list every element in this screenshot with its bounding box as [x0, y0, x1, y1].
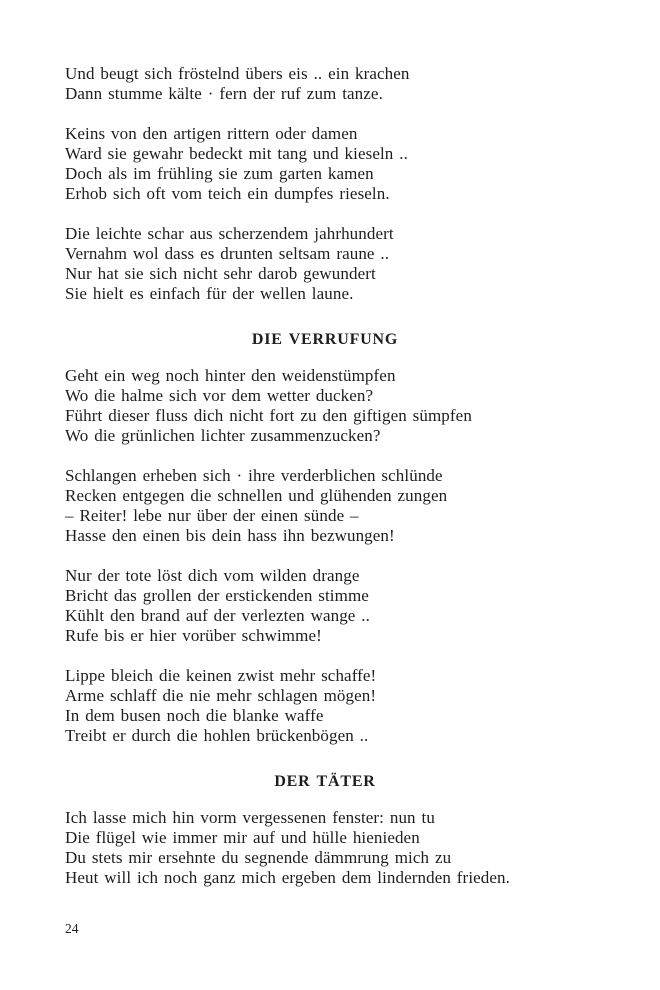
poem-stanza — [65, 466, 585, 546]
poem-line: Recken entgegen die schnellen und glühenden zungen — [65, 486, 448, 505]
poem-line: Doch als im frühling sie zum garten kamen — [65, 164, 374, 183]
poem-line: Die flügel wie immer mir auf und hülle hienieden — [65, 828, 420, 847]
poem-stanza — [65, 566, 585, 646]
poem-line: Du stets mir ersehnte du segnende dämmrung mich zu — [65, 848, 452, 867]
poem-line: – Reiter! lebe nur über der einen sünde – — [65, 506, 359, 525]
poem-line: Führt dieser fluss dich nicht fort zu den giftigen sümpfen — [65, 406, 472, 425]
poem-line: Schlangen erheben sich · ihre verderblichen schlünde — [65, 466, 443, 485]
poem-line: Ward sie gewahr bedeckt mit tang und kieseln .. — [65, 144, 408, 163]
poem-line: Treibt er durch die hohlen brückenbögen .. — [65, 726, 369, 745]
poem-line: Arme schlaff die nie mehr schlagen mögen! — [65, 686, 377, 705]
poem-text — [65, 64, 585, 908]
poem-line: Keins von den artigen rittern oder damen — [65, 124, 358, 143]
poem-title: DIE VERRUFUNG — [251, 331, 399, 348]
poem-stanza — [65, 666, 585, 746]
poem-stanza — [65, 224, 585, 304]
poem-line: Sie hielt es einfach für der wellen laune. — [65, 284, 354, 303]
poem-stanza — [65, 64, 585, 104]
poem-line: Dann stumme kälte · fern der ruf zum tanze. — [65, 84, 383, 103]
poem-line: In dem busen noch die blanke waffe — [65, 706, 324, 725]
poem-line: Geht ein weg noch hinter den weidenstümpfen — [65, 366, 396, 385]
poem-stanza — [65, 366, 585, 446]
poem-line: Nur der tote löst dich vom wilden drange — [65, 566, 360, 585]
poem-line: Lippe bleich die keinen zwist mehr schaffe! — [65, 666, 377, 685]
poem-title: DER TÄTER — [274, 773, 376, 790]
poem-stanza — [65, 124, 585, 204]
poem-line: Wo die halme sich vor dem wetter ducken? — [65, 386, 374, 405]
poem-line: Kühlt den brand auf der verlezten wange .. — [65, 606, 370, 625]
poem-line: Die leichte schar aus scherzendem jahrhundert — [65, 224, 394, 243]
poem-line: Hasse den einen bis dein hass ihn bezwungen! — [65, 526, 395, 545]
poem-line: Vernahm wol dass es drunten seltsam raune .. — [65, 244, 390, 263]
poem-stanza — [65, 808, 585, 888]
poem-line: Wo die grünlichen lichter zusammenzucken? — [65, 426, 381, 445]
page-number: 24 — [65, 921, 79, 936]
poem-line: Heut will ich noch ganz mich ergeben dem lindernden frieden. — [65, 868, 510, 887]
poem-line: Bricht das grollen der erstickenden stimme — [65, 586, 369, 605]
poem-line: Und beugt sich fröstelnd übers eis .. ein krachen — [65, 64, 410, 83]
poem-line: Nur hat sie sich nicht sehr darob gewundert — [65, 264, 376, 283]
poem-line: Erhob sich oft vom teich ein dumpfes rieseln. — [65, 184, 390, 203]
poem-line: Ich lasse mich hin vorm vergessenen fenster: nun tu — [65, 808, 435, 827]
poem-line: Rufe bis er hier vorüber schwimme! — [65, 626, 322, 645]
